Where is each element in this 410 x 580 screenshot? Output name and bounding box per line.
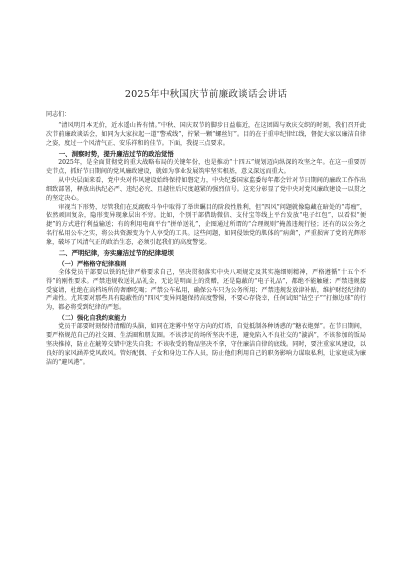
paragraph-context: 2025年，是全面贯彻党的重大战略布局的关键年份，也是推动“十四五”规划迈向纵深的攻坚之年。在这一重要历史节点，抓好节日期间的党风廉政建设，就如为事业发展筑牢坚实根基，意义深远而重大。 <box>46 159 366 175</box>
section-heading-2: 二、严明纪律，夯实廉洁过节的纪律堤坝 <box>58 249 174 258</box>
subsection-heading-2-1: （一）严格格守纪律准则 <box>58 260 127 268</box>
subsection-heading-2-2: （二）强化自我约束能力 <box>58 315 127 323</box>
paragraph-situation: 审视当下形势，尽管我们在反腐败斗争中取得了举世瞩目的阶段性胜利，但“四风”问题就像隐藏在暗处的“毒瘤”，依然顽固复杂，隐形变异现象层出不穷。比如，个别干部借助微信、支付宝等线上平台发放“电子红包”，以看似“便捷”的方式进行利益输送；有的利用电商平台“拼单送礼”，企图通过所谓的“合理规则”掩盖违规行径；还有的以公务之名行私用公车之实，将公共资源变为个人享受的工具。这些问题，如同侵蚀党的肌体的“病菌”，严重损害了党的光辉形象，破坏了风清气正的政治生态，必须引起我们的高度警觉。 <box>46 203 366 247</box>
paragraph-intro: “清风明月本无价，近水遥山皆有情。”中秋、国庆双节的脚步日益临近，在这团圆与欢庆交织的时刻，我们召开此次节前廉政谈话会，如同为大家拉起一道“警戒线”，拧紧一颗“螺丝钉”。目的在于重申纪律红线，督促大家以廉洁自律之姿，度过一个风清气正、安乐祥和的佳节。下面，我提三点要求。 <box>46 121 366 147</box>
paragraph-discipline: 全体党员干部要以铁的纪律严格要求自己，坚决贯彻落实中央八项规定及其实施细则精神，严格遵循“十五个不得”的刚性要求。严禁违规收送礼品礼金，无论是明面上的赏赠，还是隐蔽的“电子礼品”，都绝不能触碰；严禁违规接受宴请，杜绝在高档场所的奢靡吃喝；严禁公车私用，确保公车只为公务所用；严禁违规发放津补贴，维护财经纪律的严肃性。尤其要对那些具有隐蔽性的“四风”变异问题保持高度警惕，不要心存侥幸，任何试图“钻空子”“打擦边球”的行为，都必将受到纪律的严惩。 <box>46 268 366 312</box>
paragraph-self-discipline: 党员干部要时刻保持清醒的头脑，如同在迷雾中坚守方向的灯塔，自觉抵制各种诱惑的“糖衣炮弹”。在节日期间，要严格规范自己的社交圈、生活圈和朋友圈。不该涉足的场所坚决不进，避免陷入不良社交的“漩涡”，不该参加的饭局坚决推掉，防止在觥筹交错中迷失自我；不该收受的物品坚决不拿，守住廉洁自律的底线。同时，要注重家风建设，以良好的家风涵养党风政风。管好配偶、子女和身边工作人员，防止他们利用自己的职务影响力谋取私利，让家庭成为廉洁的“避风港”。 <box>46 323 366 367</box>
greeting: 同志们： <box>46 111 71 118</box>
section-heading-1: 一、洞察时势，提升廉洁过节的政治觉悟 <box>58 149 174 158</box>
document-title: 2025年中秋国庆节前廉政谈话会讲话 <box>124 89 288 100</box>
paragraph-central: 从中央层面来看，党中央对作风建设始终保持如磐定力，中央纪委国家监委每年都会针对节日期间的廉政工作作出细致部署，释放出执纪必严、违纪必究、且越往后尺度越紧的强烈信号。这充分彰显了党中央对党风廉政建设一以贯之的坚定决心。 <box>46 176 366 202</box>
